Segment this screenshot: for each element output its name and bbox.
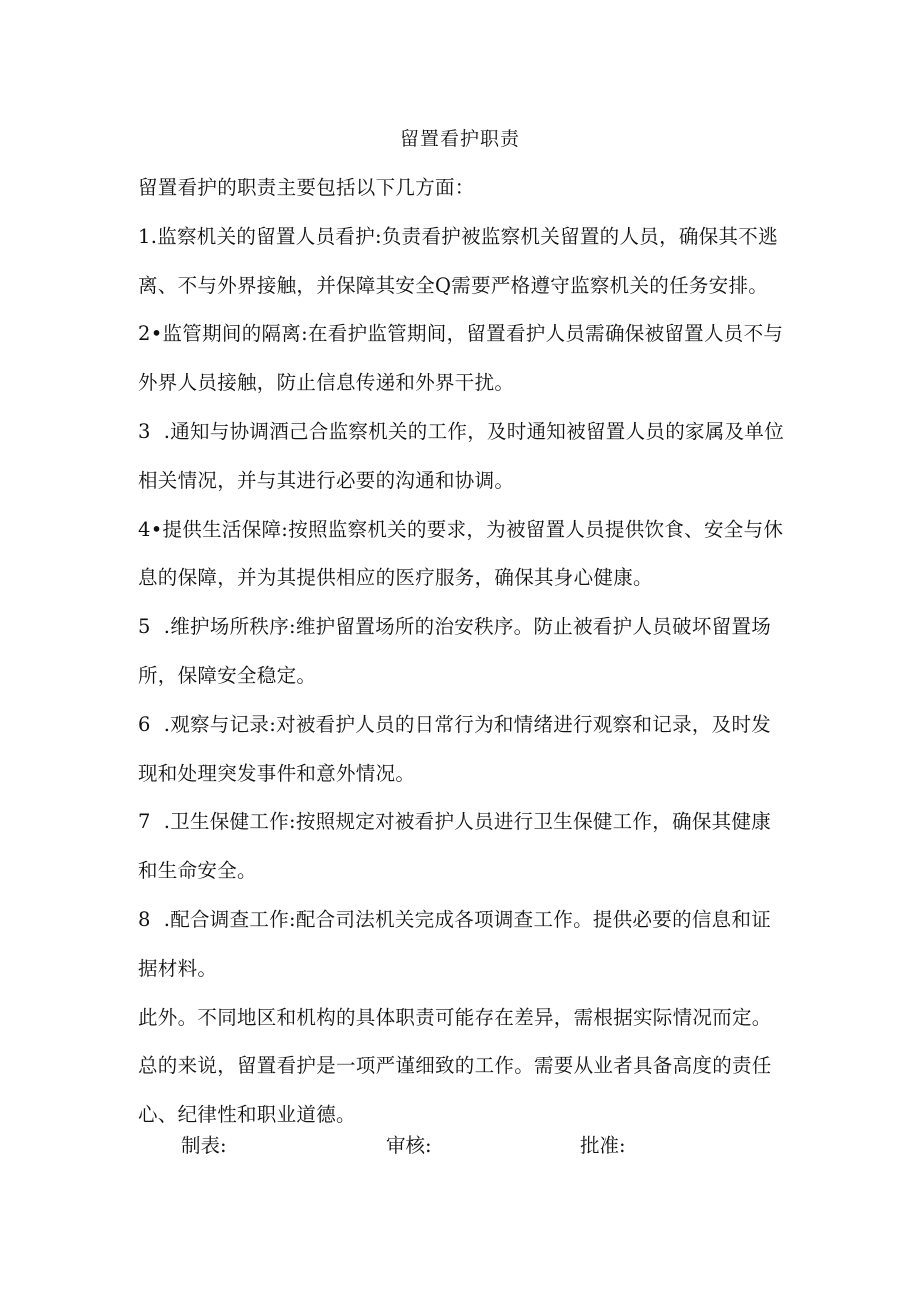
duty-item-1 bbox=[138, 213, 798, 311]
duty-item-8-line-1: 8 .配合调查工作:配合司法机关完成各项调查工作。提供必要的信息和证 bbox=[138, 907, 772, 931]
document-title: 留置看护职责 bbox=[399, 128, 520, 150]
intro-paragraph: 留置看护的职责主要包括以下几方面： bbox=[138, 176, 475, 199]
summary-paragraph bbox=[138, 1042, 798, 1140]
signature-reviewer-label: 审核: bbox=[386, 1134, 432, 1157]
document-body bbox=[138, 164, 798, 1140]
duty-item-8 bbox=[138, 896, 798, 994]
duty-item-1-line-1: 1.监察机关的留置人员看护:负责看护被监察机关留置的人员，确保其不逃 bbox=[138, 224, 778, 248]
duty-item-6-line-2: 现和处理突发事件和意外情况。 bbox=[138, 761, 416, 785]
duty-item-4-line-1: 4•提供生活保障:按照监察机关的要求，为被留置人员提供饮食、安全与休 bbox=[138, 517, 784, 541]
duty-item-2-line-1: 2•监管期间的隔离:在看护监管期间，留置看护人员需确保被留置人员不与 bbox=[138, 322, 784, 346]
signature-row bbox=[0, 1130, 920, 1160]
duty-item-1-line-2: 离、不与外界接触，并保障其安全Q需要严格遵守监察机关的任务安排。 bbox=[138, 273, 769, 297]
duty-item-3 bbox=[138, 408, 798, 506]
duty-item-4-line-2: 息的保障，并为其提供相应的医疗服务，确保其身心健康。 bbox=[138, 566, 653, 590]
summary-line-1: 总的来说，留置看护是一项严谨细致的工作。需要从业者具备高度的责任 bbox=[138, 1054, 772, 1078]
duty-item-5-line-2: 所，保障安全稳定。 bbox=[138, 663, 317, 687]
note-paragraph: 此外。不同地区和机构的具体职责可能存在差异，需根据实际情况而定。 bbox=[138, 1005, 772, 1029]
duty-item-3-line-1: 3 .通知与协调酒己合监察机关的工作，及时通知被留置人员的家属及单位 bbox=[138, 419, 785, 443]
duty-item-7-line-1: 7 .卫生保健工作:按照规定对被看护人员进行卫生保健工作，确保其健康 bbox=[138, 810, 772, 834]
duty-item-5 bbox=[138, 603, 798, 701]
duty-item-6-line-1: 6 .观察与记录:对被看护人员的日常行为和情绪进行观察和记录，及时发 bbox=[138, 712, 772, 736]
duty-item-7 bbox=[138, 798, 798, 896]
duty-item-4 bbox=[138, 506, 798, 604]
signature-approver-label: 批准: bbox=[580, 1134, 626, 1157]
duty-item-8-line-2: 据材料。 bbox=[138, 956, 218, 980]
duty-item-2-line-2: 外界人员接触，防止信息传递和外界干扰。 bbox=[138, 371, 515, 395]
duty-item-5-line-1: 5 .维护场所秩序:维护留置场所的治安秩序。防止被看护人员破坏留置场 bbox=[138, 615, 772, 639]
duty-item-2 bbox=[138, 310, 798, 408]
duty-item-3-line-2: 相关情况，并与其进行必要的沟通和协调。 bbox=[138, 468, 515, 492]
duty-item-7-line-2: 和生命安全。 bbox=[138, 859, 257, 883]
summary-line-2: 心、纪律性和职业道德。 bbox=[138, 1103, 356, 1127]
duty-item-6 bbox=[138, 701, 798, 799]
signature-maker-label: 制表: bbox=[181, 1134, 227, 1157]
